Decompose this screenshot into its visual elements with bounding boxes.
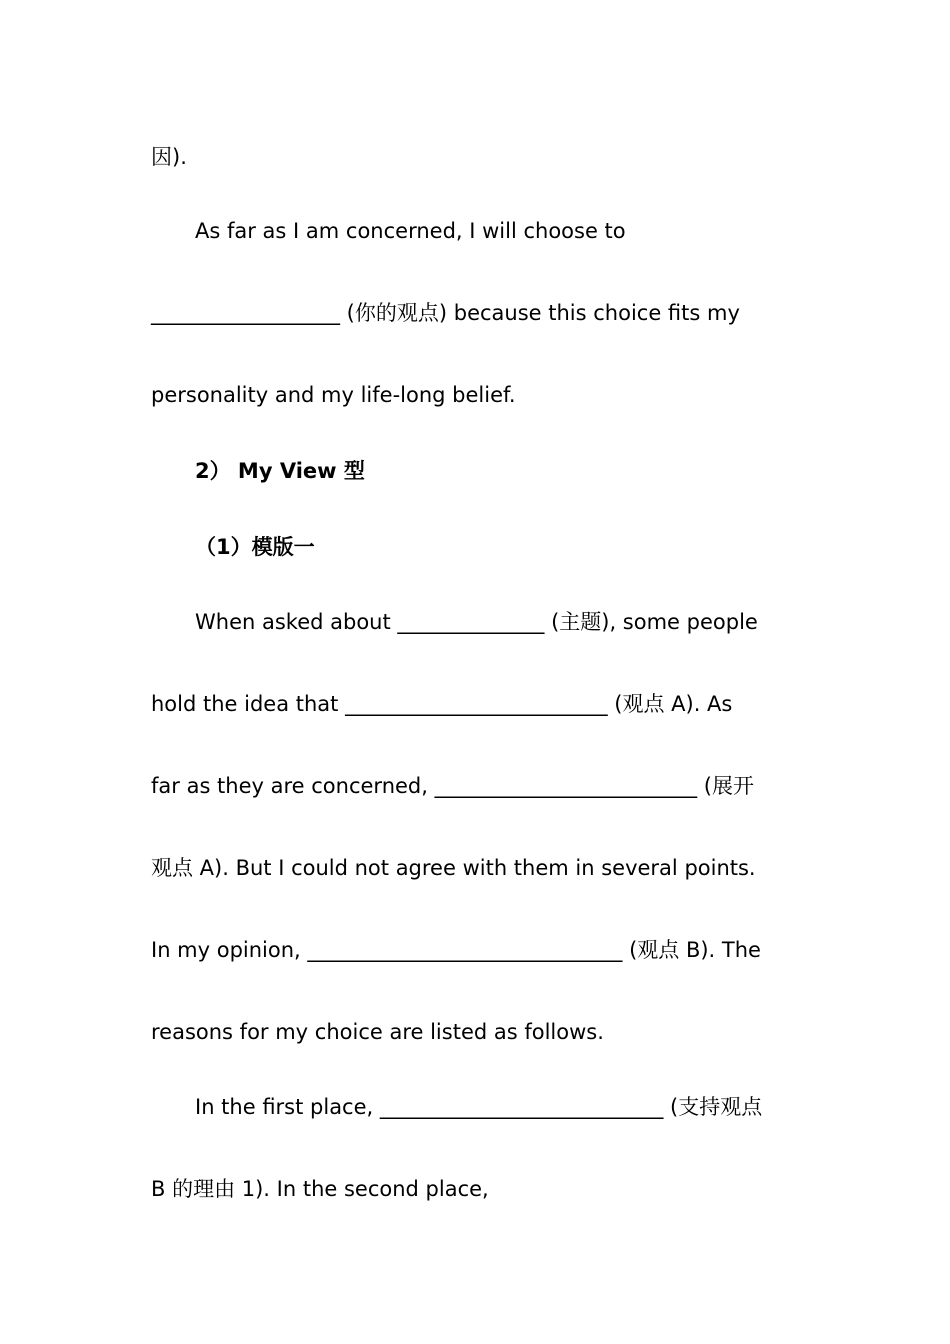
subsection-heading: （1）模版一: [195, 535, 315, 559]
text-line-5: When asked about ______________ (主题), some people: [195, 610, 758, 634]
text-line-7: far as they are concerned, _________________________ (展开: [151, 774, 754, 798]
text-line-3: __________________ (你的观点) because this choice fits my: [151, 301, 740, 325]
text-line-8: 观点 A). But I could not agree with them in several points.: [151, 856, 756, 880]
text-line-12: B 的理由 1). In the second place,: [151, 1177, 489, 1201]
text-line-9: In my opinion, ______________________________ (观点 B). The: [151, 938, 761, 962]
text-line-2: As far as I am concerned, I will choose to: [195, 219, 626, 243]
section-heading: 2） My View 型: [195, 459, 365, 483]
text-line-11: In the first place, ___________________________ (支持观点: [195, 1095, 763, 1119]
text-line-1: 因).: [151, 145, 187, 169]
text-line-10: reasons for my choice are listed as follows.: [151, 1020, 604, 1044]
text-line-4: personality and my life-long belief.: [151, 383, 516, 407]
text-line-6: hold the idea that _________________________ (观点 A). As: [151, 692, 733, 716]
